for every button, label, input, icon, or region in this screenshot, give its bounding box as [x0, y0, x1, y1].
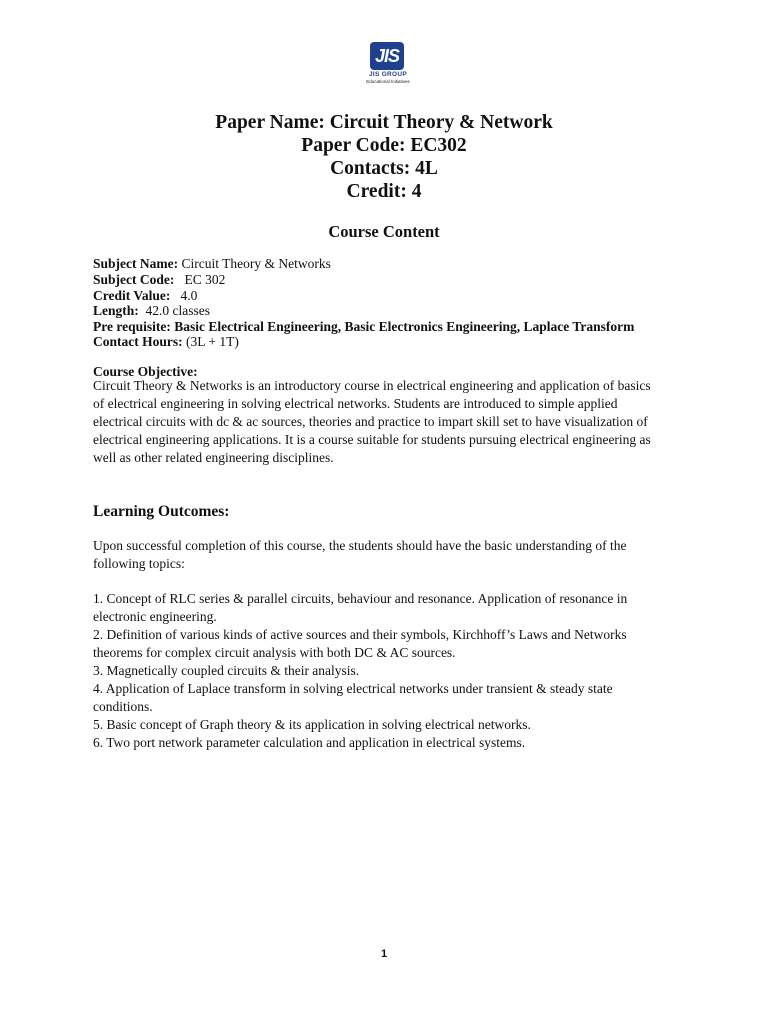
learning-outcomes-list: [93, 590, 665, 752]
subject-code-label: Subject Code:: [93, 272, 175, 287]
logo-group-name: JIS GROUP: [368, 71, 408, 78]
prerequisite-line: Pre requisite: Basic Electrical Engineering, Basic Electronics Engineering, Laplace Transform: [93, 319, 635, 334]
subject-code-line: [93, 272, 225, 288]
subject-name-line: [93, 256, 331, 272]
list-item: 3. Magnetically coupled circuits & their analysis.: [93, 663, 360, 678]
list-item: 1. Concept of RLC series & parallel circuits, behaviour and resonance. Application of resonance in electronic engineering.: [93, 591, 628, 624]
list-item: 5. Basic concept of Graph theory & its application in solving electrical networks.: [93, 717, 531, 732]
course-objective-title: Course Objective:: [93, 364, 198, 379]
list-item: 2. Definition of various kinds of active sources and their symbols, Kirchhoff’s Laws and Networks theorems for complex circuit analysis with both DC & AC sources.: [93, 627, 627, 660]
contact-hours-label: Contact Hours:: [93, 334, 183, 349]
contacts-heading: Contacts: 4L: [330, 158, 438, 179]
page-number: 1: [380, 948, 388, 960]
length-line: [93, 303, 210, 319]
course-content-title: Course Content: [328, 222, 440, 241]
subject-code-value: EC 302: [174, 272, 226, 287]
logo-mark: JIS: [370, 42, 404, 70]
paper-code-heading: Paper Code: EC302: [301, 135, 467, 156]
jis-group-logo: [366, 42, 410, 88]
credit-value-value: 4.0: [170, 288, 198, 303]
contact-hours-value: (3L + 1T): [182, 334, 239, 349]
course-objective-text: Circuit Theory & Networks is an introductory course in electrical engineering and application of basics of electrical engineering in solving electrical networks. Students are introduced to simple applied electrical circuits with dc & ac sources, theories and practice to impart skill set to have visualization of electrical engineering applications. It is a course suitable for students pursuing electrical engineering as well as other related engineering disciplines.: [93, 378, 651, 465]
paper-name-heading: Paper Name: Circuit Theory & Network: [215, 112, 553, 133]
subject-name-label: Subject Name:: [93, 256, 179, 271]
credit-heading: Credit: 4: [346, 181, 422, 202]
length-label: Length:: [93, 303, 139, 318]
list-item: 6. Two port network parameter calculation and application in electrical systems.: [93, 735, 526, 750]
list-item: 4. Application of Laplace transform in solving electrical networks under transient & steady state conditions.: [93, 681, 613, 714]
length-value: 42.0 classes: [138, 303, 211, 318]
learning-outcomes-intro: Upon successful completion of this course, the students should have the basic understanding of the following topics:: [93, 538, 627, 571]
credit-value-label: Credit Value:: [93, 288, 171, 303]
learning-outcomes-title: Learning Outcomes:: [93, 503, 230, 520]
credit-value-line: [93, 288, 197, 304]
contact-hours-line: [93, 334, 239, 350]
subject-name-value: Circuit Theory & Networks: [178, 256, 331, 271]
logo-tagline: Educational Initiatives: [366, 79, 410, 84]
